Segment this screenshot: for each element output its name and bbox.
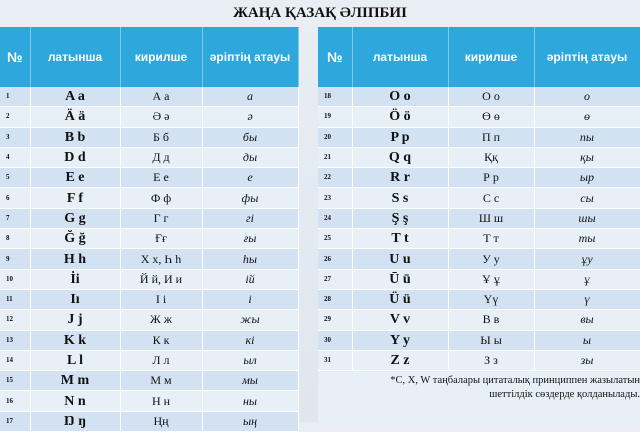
latin-letter: Ş ş bbox=[352, 208, 448, 228]
row-number: 22 bbox=[318, 168, 352, 188]
cyrillic-letter: В в bbox=[448, 310, 534, 330]
row-number: 27 bbox=[318, 269, 352, 289]
latin-letter: B b bbox=[30, 127, 120, 147]
letter-name: шы bbox=[534, 208, 640, 228]
header-cyrillic: кирилше bbox=[120, 27, 202, 87]
latin-letter: P p bbox=[352, 127, 448, 147]
latin-letter: G g bbox=[30, 208, 120, 228]
letter-name: һы bbox=[202, 249, 298, 269]
cyrillic-letter: Ш ш bbox=[448, 208, 534, 228]
latin-letter: M m bbox=[30, 371, 120, 391]
header-latin: латынша bbox=[30, 27, 120, 87]
table-row bbox=[0, 330, 298, 350]
letter-name: ыр bbox=[534, 168, 640, 188]
cyrillic-letter: Е е bbox=[120, 168, 202, 188]
latin-letter: Iı bbox=[30, 289, 120, 309]
table-row bbox=[0, 147, 298, 167]
table-row bbox=[318, 188, 640, 208]
table-row bbox=[0, 168, 298, 188]
footnote: *C, X, W таңбалары цитаталық принциппен жазылатын шеттілдік сөздерде қолданылады. bbox=[390, 375, 640, 400]
row-number: 28 bbox=[318, 289, 352, 309]
table-row bbox=[0, 208, 298, 228]
letter-name: зы bbox=[534, 350, 640, 370]
letter-name: ты bbox=[534, 229, 640, 249]
latin-letter: L l bbox=[30, 350, 120, 370]
row-number: 26 bbox=[318, 249, 352, 269]
row-number: 11 bbox=[0, 289, 30, 309]
letter-name: ың bbox=[202, 411, 298, 431]
row-number: 13 bbox=[0, 330, 30, 350]
row-number: 6 bbox=[0, 188, 30, 208]
row-number: 10 bbox=[0, 269, 30, 289]
cyrillic-letter: Н н bbox=[120, 391, 202, 411]
latin-letter: Z z bbox=[352, 350, 448, 370]
row-number: 20 bbox=[318, 127, 352, 147]
alphabet-table-right bbox=[318, 27, 640, 371]
letter-name: ұ bbox=[534, 269, 640, 289]
table-row bbox=[0, 289, 298, 309]
table-row bbox=[0, 350, 298, 370]
table-row bbox=[318, 208, 640, 228]
header-number: № bbox=[0, 27, 30, 87]
table-row bbox=[318, 127, 640, 147]
latin-letter: E e bbox=[30, 168, 120, 188]
letter-name: е bbox=[202, 168, 298, 188]
cyrillic-letter: У у bbox=[448, 249, 534, 269]
latin-letter: İi bbox=[30, 269, 120, 289]
cyrillic-letter: К к bbox=[120, 330, 202, 350]
table-row bbox=[318, 168, 640, 188]
row-number: 18 bbox=[318, 87, 352, 107]
table-row bbox=[318, 269, 640, 289]
table-row bbox=[318, 87, 640, 107]
table-row bbox=[318, 310, 640, 330]
row-number: 4 bbox=[0, 147, 30, 167]
cyrillic-letter: І і bbox=[120, 289, 202, 309]
row-number: 7 bbox=[0, 208, 30, 228]
table-row bbox=[0, 229, 298, 249]
table-row bbox=[318, 249, 640, 269]
row-number: 8 bbox=[0, 229, 30, 249]
cyrillic-letter: Л л bbox=[120, 350, 202, 370]
letter-name: бы bbox=[202, 127, 298, 147]
alphabet-table-left bbox=[0, 27, 299, 432]
cyrillic-letter: З з bbox=[448, 350, 534, 370]
row-number: 16 bbox=[0, 391, 30, 411]
letter-name: гі bbox=[202, 208, 298, 228]
cyrillic-letter: Х х, Һ h bbox=[120, 249, 202, 269]
latin-letter: V v bbox=[352, 310, 448, 330]
row-number: 24 bbox=[318, 208, 352, 228]
latin-letter: F f bbox=[30, 188, 120, 208]
table-row bbox=[0, 87, 298, 107]
letter-name: ы bbox=[534, 330, 640, 350]
latin-letter: A a bbox=[30, 87, 120, 107]
letter-name: ә bbox=[202, 107, 298, 127]
letter-name: пы bbox=[534, 127, 640, 147]
row-number: 19 bbox=[318, 107, 352, 127]
row-number: 25 bbox=[318, 229, 352, 249]
cyrillic-letter: Г г bbox=[120, 208, 202, 228]
table-row bbox=[0, 127, 298, 147]
table-row bbox=[0, 411, 298, 431]
latin-letter: Ŋ ŋ bbox=[30, 411, 120, 431]
row-number: 29 bbox=[318, 310, 352, 330]
latin-letter: K k bbox=[30, 330, 120, 350]
header-letter-name: әріптің атауы bbox=[202, 27, 298, 87]
cyrillic-letter: Д д bbox=[120, 147, 202, 167]
row-number: 5 bbox=[0, 168, 30, 188]
header-latin: латынша bbox=[352, 27, 448, 87]
letter-name: ій bbox=[202, 269, 298, 289]
latin-letter: Ü ü bbox=[352, 289, 448, 309]
letter-name: ұу bbox=[534, 249, 640, 269]
latin-letter: U u bbox=[352, 249, 448, 269]
table-row bbox=[318, 350, 640, 370]
latin-letter: J j bbox=[30, 310, 120, 330]
letter-name: ғы bbox=[202, 229, 298, 249]
table-row bbox=[0, 391, 298, 411]
letter-name: а bbox=[202, 87, 298, 107]
letter-name: кі bbox=[202, 330, 298, 350]
cyrillic-letter: А а bbox=[120, 87, 202, 107]
cyrillic-letter: П п bbox=[448, 127, 534, 147]
cyrillic-letter: Ұ ұ bbox=[448, 269, 534, 289]
table-row bbox=[0, 249, 298, 269]
cyrillic-letter: Ы ы bbox=[448, 330, 534, 350]
latin-letter: Ä ä bbox=[30, 107, 120, 127]
table-row bbox=[318, 229, 640, 249]
table-row bbox=[318, 330, 640, 350]
header-number: № bbox=[318, 27, 352, 87]
latin-letter: O o bbox=[352, 87, 448, 107]
row-number: 12 bbox=[0, 310, 30, 330]
letter-name: вы bbox=[534, 310, 640, 330]
table-row bbox=[318, 289, 640, 309]
table-row bbox=[0, 371, 298, 391]
table-row bbox=[0, 269, 298, 289]
page-title: ЖАҢА ҚАЗАҚ ӘЛІПБИІ bbox=[233, 5, 407, 21]
table-row bbox=[0, 310, 298, 330]
cyrillic-letter: М м bbox=[120, 371, 202, 391]
table-row bbox=[0, 188, 298, 208]
latin-letter: S s bbox=[352, 188, 448, 208]
cyrillic-letter: Ңң bbox=[120, 411, 202, 431]
cyrillic-letter: Ж ж bbox=[120, 310, 202, 330]
cyrillic-letter: Ғғ bbox=[120, 229, 202, 249]
cyrillic-letter: О о bbox=[448, 87, 534, 107]
cyrillic-letter: Р р bbox=[448, 168, 534, 188]
cyrillic-letter: Ө ө bbox=[448, 107, 534, 127]
letter-name: ү bbox=[534, 289, 640, 309]
row-number: 2 bbox=[0, 107, 30, 127]
letter-name: ны bbox=[202, 391, 298, 411]
row-number: 23 bbox=[318, 188, 352, 208]
latin-letter: N n bbox=[30, 391, 120, 411]
cyrillic-letter: Й й, И и bbox=[120, 269, 202, 289]
cyrillic-letter: Ә ә bbox=[120, 107, 202, 127]
letter-name: і bbox=[202, 289, 298, 309]
latin-letter: Y y bbox=[352, 330, 448, 350]
row-number: 21 bbox=[318, 147, 352, 167]
row-number: 30 bbox=[318, 330, 352, 350]
table-row bbox=[0, 107, 298, 127]
latin-letter: H h bbox=[30, 249, 120, 269]
cyrillic-letter: Б б bbox=[120, 127, 202, 147]
header-letter-name: әріптің атауы bbox=[534, 27, 640, 87]
cyrillic-letter: Ф ф bbox=[120, 188, 202, 208]
letter-name: ды bbox=[202, 147, 298, 167]
row-number: 15 bbox=[0, 371, 30, 391]
letter-name: жы bbox=[202, 310, 298, 330]
latin-letter: Q q bbox=[352, 147, 448, 167]
row-number: 17 bbox=[0, 411, 30, 431]
letter-name: сы bbox=[534, 188, 640, 208]
letter-name: мы bbox=[202, 371, 298, 391]
table-row bbox=[318, 147, 640, 167]
row-number: 9 bbox=[0, 249, 30, 269]
latin-letter: Ğ ğ bbox=[30, 229, 120, 249]
cyrillic-letter: Т т bbox=[448, 229, 534, 249]
letter-name: ө bbox=[534, 107, 640, 127]
row-number: 1 bbox=[0, 87, 30, 107]
letter-name: ыл bbox=[202, 350, 298, 370]
cyrillic-letter: Үү bbox=[448, 289, 534, 309]
latin-letter: Ö ö bbox=[352, 107, 448, 127]
letter-name: о bbox=[534, 87, 640, 107]
row-number: 31 bbox=[318, 350, 352, 370]
table-row bbox=[318, 107, 640, 127]
row-number: 3 bbox=[0, 127, 30, 147]
latin-letter: Ū ū bbox=[352, 269, 448, 289]
row-number: 14 bbox=[0, 350, 30, 370]
right-table-body bbox=[318, 87, 640, 371]
letter-name: фы bbox=[202, 188, 298, 208]
left-table-body bbox=[0, 87, 298, 432]
cyrillic-letter: Ққ bbox=[448, 147, 534, 167]
cyrillic-letter: С с bbox=[448, 188, 534, 208]
header-cyrillic: кирилше bbox=[448, 27, 534, 87]
latin-letter: R r bbox=[352, 168, 448, 188]
latin-letter: T t bbox=[352, 229, 448, 249]
letter-name: қы bbox=[534, 147, 640, 167]
latin-letter: D d bbox=[30, 147, 120, 167]
